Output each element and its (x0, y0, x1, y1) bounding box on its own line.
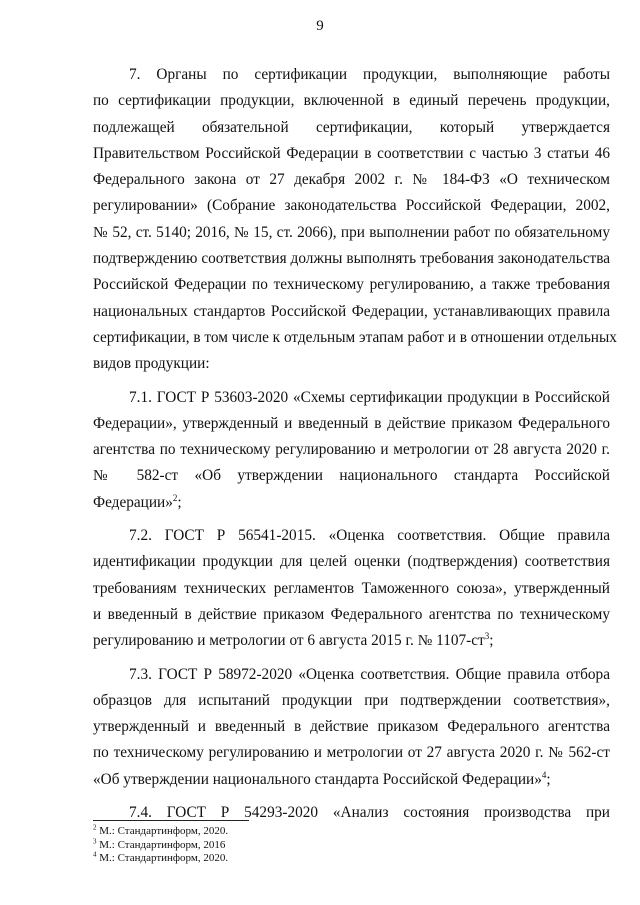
text-line: подтверждению соответствия должны выполнять требования законодательства (93, 250, 610, 268)
text-fragment: ; (489, 632, 494, 650)
paragraph-7-2 (93, 523, 610, 654)
text-fragment: ; (177, 493, 182, 511)
text-line: образцов для испытаний продукции при подтверждении соответствия», (93, 691, 610, 709)
text-line: № 582-ст «Об утверждении национального стандарта Российской (93, 467, 610, 485)
footnote-ref: 3 (484, 631, 490, 642)
footnote-ref: 2 (172, 492, 178, 503)
text-fragment: Федерации» (93, 493, 173, 511)
text-line: агентства по техническому регулированию и метрологии от 28 августа 2020 г. (93, 441, 610, 459)
paragraph-7-4 (93, 800, 610, 826)
text-line: Федерации», утвержденный и введенный в действие приказом Федерального (93, 414, 610, 432)
document-body (93, 62, 617, 826)
text-line: 7.3. ГОСТ Р 58972-2020 «Оценка соответствия. Общие правила отбора (129, 665, 610, 683)
text-fragment: ; (546, 770, 551, 788)
text-line: регулировании» (Собрание законодательства Российской Федерации, 2002, (93, 197, 610, 215)
text-line-with-footnote (93, 628, 610, 654)
text-line: Российской Федерации по техническому регулированию, а также требования (93, 276, 610, 294)
text-line: утвержденный и введенный в действие приказом Федерального агентства (93, 718, 610, 736)
text-line: по сертификации продукции, включенной в единый перечень продукции, (93, 92, 610, 110)
paragraph-7-3 (93, 662, 610, 793)
footnote-mark: 3 (93, 836, 97, 845)
paragraph-7 (93, 62, 617, 378)
footnotes (93, 825, 228, 866)
footnote-mark: 4 (93, 850, 97, 859)
footnote-item (93, 825, 228, 839)
text-line: видов продукции: (93, 355, 210, 373)
text-line: 7.1. ГОСТ Р 53603-2020 «Схемы сертификации продукции в Российской (129, 388, 610, 406)
text-line: и введенный в действие приказом Федерального агентства по техническому (93, 605, 610, 623)
text-line: 7.2. ГОСТ Р 56541-2015. «Оценка соответствия. Общие правила (129, 527, 610, 545)
text-line: национальных стандартов Российской Федерации, устанавливающих правила (93, 302, 610, 320)
text-line: 7.4. ГОСТ Р 54293-2020 «Анализ состояния производства при (129, 804, 610, 822)
text-line: требованиям технических регламентов Таможенного союза», утвержденный (93, 579, 610, 597)
footnote-separator (93, 820, 249, 821)
text-line: сертификации, в том числе к отдельным этапам работ и в отношении отдельных (93, 328, 617, 346)
text-line: идентификации продукции для целей оценки (подтверждения) соответствия (93, 553, 610, 571)
footnote-text: М.: Стандартинформ, 2016 (96, 838, 226, 851)
text-fragment: «Об утверждении национального стандарта Российской Федерации» (93, 770, 542, 788)
text-line-with-footnote (93, 767, 610, 793)
text-fragment: регулированию и метрологии от 6 августа 2015 г. № 1107-ст (93, 632, 485, 650)
footnote-item (93, 852, 228, 866)
footnote-text: М.: Стандартинформ, 2020. (96, 852, 229, 864)
text-line-with-footnote (93, 490, 610, 516)
text-line: № 52, ст. 5140; 2016, № 15, ст. 2066), при выполнении работ по обязательному (93, 223, 610, 241)
text-line: подлежащей обязательной сертификации, который утверждается (93, 118, 610, 136)
paragraph-7-1 (93, 385, 610, 516)
footnote-text: М.: Стандартинформ, 2020. (96, 825, 229, 837)
text-line: по техническому регулированию и метрологии от 27 августа 2020 г. № 562-ст (93, 744, 610, 762)
footnote-mark: 2 (93, 823, 97, 832)
footnote-item (93, 836, 228, 853)
footnote-ref: 4 (541, 769, 547, 780)
text-line: Федерального закона от 27 декабря 2002 г. № 184-ФЗ «О техническом (93, 171, 610, 189)
text-line: Правительством Российской Федерации в соответствии с частью 3 статьи 46 (93, 144, 610, 162)
text-line: 7. Органы по сертификации продукции, выполняющие работы (129, 66, 610, 83)
page-number: 9 (316, 18, 324, 34)
